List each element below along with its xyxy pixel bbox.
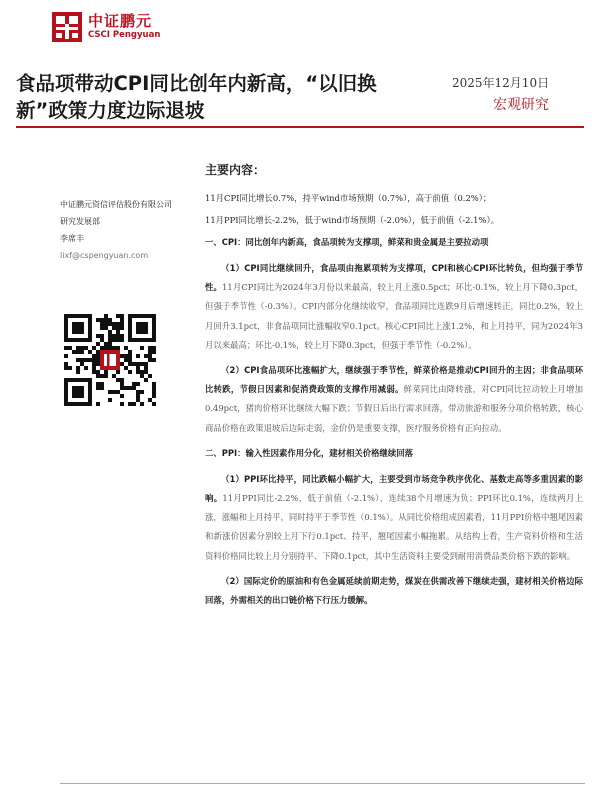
- report-title: [16, 70, 446, 124]
- footer-divider: [60, 783, 585, 784]
- company-name: 中证鹏元资信评估股份有限公司: [60, 200, 172, 209]
- paragraph-ppi-1: [205, 470, 583, 566]
- summary-line-cpi: 11月CPI同比增长0.7%，持平wind市场预期（0.7%），高于前值（0.2%）；: [205, 193, 492, 203]
- paragraph-body: 11月CPI同比为2024年3月份以来最高，较上月上涨0.5pct；环比-0.1%，较上月下降0.3pct，但强于季节性（-0.3%）。CPI内部分化继续收窄，食品项同比连跌9月后增速转正，同比0.2%，较上月回升3.1pct，非食品项同比涨幅收窄0.1pct。核心CPI同比上涨1.2%，和上月持平，同为2024年3月以来最高；环比-0.1%，较上月下降0.3pct，但强于季节性（-0.2%）。: [205, 282, 584, 350]
- author-name: 李席丰: [60, 234, 84, 243]
- main-content: [205, 160, 583, 616]
- summary-line-ppi: 11月PPI同比增长-2.2%，低于wind市场预期（-2.0%），低于前值（-2.1%）。: [205, 215, 500, 225]
- report-title-line-1: 食品项带动CPI同比创年内新高，“以旧换: [16, 72, 377, 95]
- report-category: 宏观研究: [493, 97, 549, 113]
- paragraph-lead: （1）PPI环比持平，同比跌幅小幅扩大，主要受到市场竞争秩序优化、基数走高等多重因素的影响。: [205, 473, 583, 504]
- paragraph-lead: （2）CPI食品项环比涨幅扩大，继续强于季节性，鲜菜价格是推动CPI回升的主因；非食品项环比转跌，节假日因素和促消费政策的支撑作用减弱。: [205, 365, 583, 395]
- heading-cpi: 一、CPI：同比创年内新高，食品项转为支撑项，鲜菜和贵金属是主要拉动项: [205, 237, 489, 247]
- author-sidebar: [60, 196, 195, 264]
- heading-ppi: 二、PPI：输入性因素作用分化，建材相关价格继续回落: [205, 447, 414, 458]
- report-date: 2025年12月10日: [452, 76, 550, 90]
- report-title-line-2: 新”政策力度边际退坡: [16, 99, 205, 122]
- paragraph-cpi-2: [205, 361, 583, 438]
- paragraph-lead: （1）CPI同比继续回升，食品项由拖累项转为支撑项，CPI和核心CPI环比转负，但均强于季节性。: [205, 263, 583, 293]
- department-name: 研究发展部: [60, 217, 100, 226]
- company-logo: [52, 10, 184, 44]
- section-title: 主要内容：: [205, 163, 266, 177]
- paragraph-lead: （2）国际定价的原油和有色金属延续前期走势，煤炭在供需改善下继续走强，建材相关价格边际回落，外需相关的出口链价格下行压力缓解。: [205, 575, 583, 606]
- paragraph-body: 11月PPI同比-2.2%，低于前值（-2.1%），连续38个月增速为负；PPI环比0.1%，连续两月上涨，涨幅和上月持平，同时持平于季节性（0.1%）。从同比价格组成因素看，11月PPI价格中翘尾因素和新涨价因素分别较上月下行0.1pct、持平，翘尾因素小幅拖累。从结构上看，生产资料价格和生活资料价格同比较上月分别持平、下降0.1pct，其中生活资料主要受到耐用消费品类价格下跌的影响。: [205, 493, 584, 561]
- author-email[interactable]: lixf@cspengyuan.com: [60, 251, 149, 260]
- logo-en-text: CSCI Pengyuan: [88, 30, 161, 40]
- paragraph-body: 鲜菜同比由降转涨，对CPI同比拉动较上月增加0.49pct，猪肉价格环比继续大幅下跌；节假日后出行需求回落，带动旅游和服务分项价格转跌，核心商品价格在政策退坡后边际走弱，金价仍是重要支撑，医疗服务价格有正向拉动。: [205, 384, 583, 433]
- header-divider: [16, 126, 584, 128]
- paragraph-ppi-2: [205, 572, 583, 610]
- paragraph-cpi-1: [205, 259, 583, 355]
- csci-pengyuan-logo-icon: [52, 12, 82, 42]
- qr-code-icon: [64, 314, 156, 406]
- logo-cn-text: 中证鹏元: [88, 12, 153, 30]
